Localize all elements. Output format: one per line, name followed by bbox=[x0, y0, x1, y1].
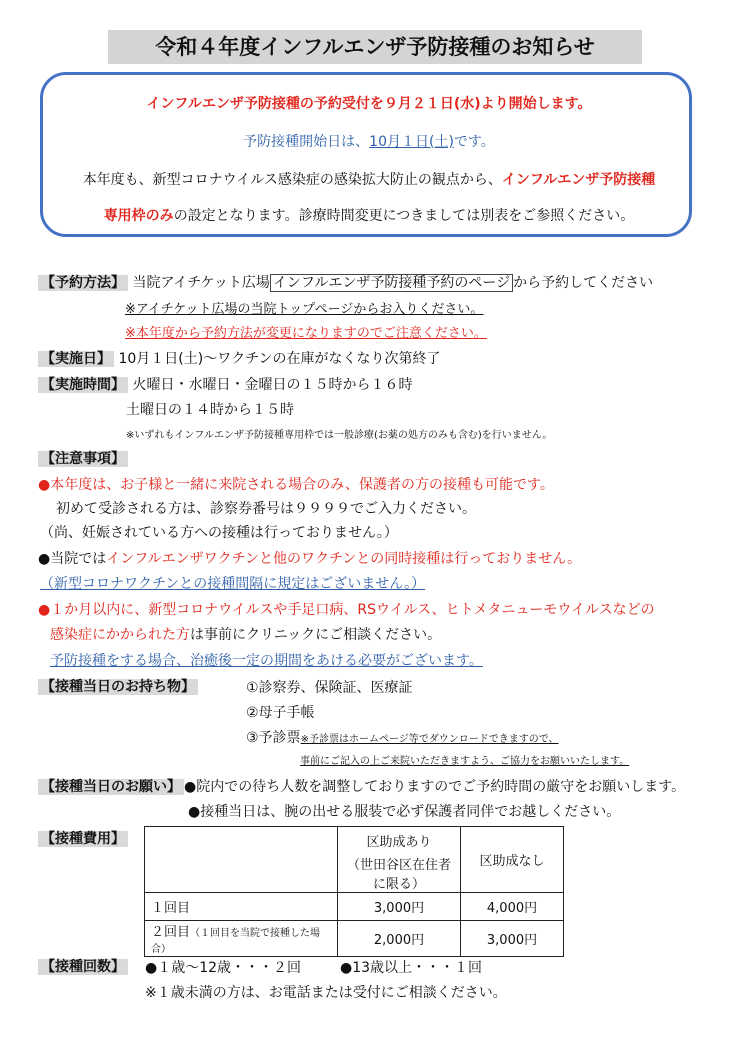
caution-3b bbox=[50, 624, 441, 644]
fee-with: 2,000円 bbox=[338, 921, 461, 957]
caution-1b: 初めて受診される方は、診察券番号は９９９９でご入力ください。 bbox=[56, 501, 476, 517]
reservation-pre: 当院アイチケット広場 bbox=[132, 275, 270, 291]
requests-line bbox=[38, 776, 685, 796]
hours-line bbox=[38, 374, 412, 394]
reservation-note-2: ※本年度から予約方法が変更になりますのでご注意ください。 bbox=[125, 326, 487, 341]
fee-row-name bbox=[145, 921, 338, 957]
fee-without: 3,000円 bbox=[461, 921, 564, 957]
dose-2: ●13歳以上・・・１回 bbox=[340, 960, 483, 976]
notice-line-1: インフルエンザ予防接種の予約受付を９月２１日(水)より開始します。 bbox=[146, 96, 592, 112]
caution-2-pre: ●当院では bbox=[38, 551, 107, 567]
notice-line-3-pre: 本年度も、新型コロナウイルス感染症の感染拡大防止の観点から、 bbox=[82, 172, 502, 188]
caution-3b-red: 感染症にかかられた方 bbox=[50, 627, 190, 643]
caution-3c: 予防接種をする場合、治癒後一定の期間をあける必要がございます。 bbox=[50, 653, 483, 669]
notice-line-3-red: インフルエンザ予防接種 bbox=[501, 172, 656, 188]
doses-label: 【接種回数】 bbox=[38, 959, 128, 975]
table-row bbox=[145, 893, 564, 921]
caution-3: ●１か月以内に、新型コロナウイルスや手足口病、RSウイルス、ヒトメタニューモウイルスなどの bbox=[38, 602, 655, 618]
hours-line-2: 土曜日の１４時から１５時 bbox=[126, 402, 294, 418]
bring-item-3-note: ※予診票はホームページ等でダウンロードできますので、 bbox=[300, 734, 559, 745]
bring-header bbox=[38, 676, 198, 696]
fee-row-name-text: ２回目 bbox=[151, 925, 191, 940]
period-line bbox=[38, 348, 441, 368]
notice-line-4-post: の設定となります。診療時間変更につきましては別表をご参照ください。 bbox=[173, 208, 635, 224]
caution-2 bbox=[38, 548, 581, 568]
cautions-label: 【注意事項】 bbox=[38, 451, 128, 467]
notice-line-4 bbox=[43, 205, 695, 225]
caution-2-red: インフルエンザワクチンと他のワクチンとの同時接種は行っておりません。 bbox=[106, 551, 582, 567]
reservation-note-1: ※アイチケット広場の当院トップページからお入りください。 bbox=[125, 302, 484, 317]
page-title: 令和４年度インフルエンザ予防接種のお知らせ bbox=[108, 30, 642, 64]
fee-with: 3,000円 bbox=[338, 893, 461, 921]
fees-label: 【接種費用】 bbox=[38, 831, 128, 847]
period-text: 10月１日(土)～ワクチンの在庫がなくなり次第終了 bbox=[118, 351, 441, 367]
bring-item-2: ②母子手帳 bbox=[246, 705, 315, 721]
request-1: ●院内での待ち人数を調整しておりますのでご予約時間の厳守をお願いします。 bbox=[184, 779, 686, 795]
table-row bbox=[145, 921, 564, 957]
fees-header bbox=[38, 828, 128, 848]
bring-item-3 bbox=[246, 727, 559, 747]
fee-row-name-text: １回目 bbox=[151, 901, 191, 916]
request-2: ●接種当日は、腕の出せる服装で必ず保護者同伴でお越しください。 bbox=[188, 804, 621, 820]
caution-1: ●本年度は、お子様と一緒に来院される場合のみ、保護者の方の接種も可能です。 bbox=[38, 477, 554, 493]
doses-header bbox=[38, 956, 128, 976]
hours-line-1: 火曜日・水曜日・金曜日の１５時から１６時 bbox=[132, 377, 413, 393]
fee-header-empty bbox=[145, 827, 338, 893]
bring-item-1: ①診察券、保険証、医療証 bbox=[246, 680, 413, 696]
reservation-line bbox=[38, 272, 653, 292]
hours-label: 【実施時間】 bbox=[38, 377, 128, 393]
reservation-post: から予約してください bbox=[513, 275, 654, 291]
fee-col-1-sub: （世田谷区在住者に限る） bbox=[338, 854, 461, 893]
hours-note: ※いずれもインフルエンザ予防接種専用枠では一般診療(お薬の処方のみも含む)を行いません。 bbox=[126, 430, 553, 441]
notice-line-4-red: 専用枠のみ bbox=[103, 208, 174, 224]
bring-item-3-label: ③予診票 bbox=[246, 730, 301, 746]
fee-header-row bbox=[145, 827, 564, 855]
caution-3b-post: は事前にクリニックにご相談ください。 bbox=[190, 627, 442, 643]
notice-box bbox=[40, 72, 692, 237]
fee-without: 4,000円 bbox=[461, 893, 564, 921]
bring-label: 【接種当日のお持ち物】 bbox=[38, 679, 198, 695]
start-date: 10月１日(土) bbox=[369, 134, 454, 150]
caution-1c: （尚、妊娠されている方への接種は行っておりません。） bbox=[40, 525, 398, 541]
reservation-label: 【予約方法】 bbox=[38, 275, 128, 291]
requests-label: 【接種当日のお願い】 bbox=[38, 779, 184, 795]
notice-line-3 bbox=[43, 169, 695, 189]
fee-row-name bbox=[145, 893, 338, 921]
fee-col-2: 区助成なし bbox=[461, 827, 564, 893]
dose-1: ●１歳～12歳・・・２回 bbox=[145, 960, 302, 976]
reservation-page-link[interactable]: インフルエンザ予防接種予約のページ bbox=[270, 274, 513, 292]
fee-table bbox=[144, 826, 564, 957]
notice-line-2-post: です。 bbox=[453, 134, 495, 150]
cautions-header bbox=[38, 448, 128, 468]
fee-row-sub: （１回目を当院で接種した場合） bbox=[151, 928, 321, 955]
caution-2b: （新型コロナワクチンとの接種間隔に規定はございません。） bbox=[40, 576, 426, 592]
period-label: 【実施日】 bbox=[38, 351, 114, 367]
doses-note: ※１歳未満の方は、お電話または受付にご相談ください。 bbox=[145, 985, 507, 1001]
notice-line-2 bbox=[43, 131, 695, 151]
fee-col-1: 区助成あり bbox=[338, 827, 461, 855]
notice-line-2-pre: 予防接種開始日は、 bbox=[243, 134, 370, 150]
bring-item-3-note-2: 事前にご記入の上ご来院いただきますよう、ご協力をお願いいたします。 bbox=[300, 756, 630, 767]
